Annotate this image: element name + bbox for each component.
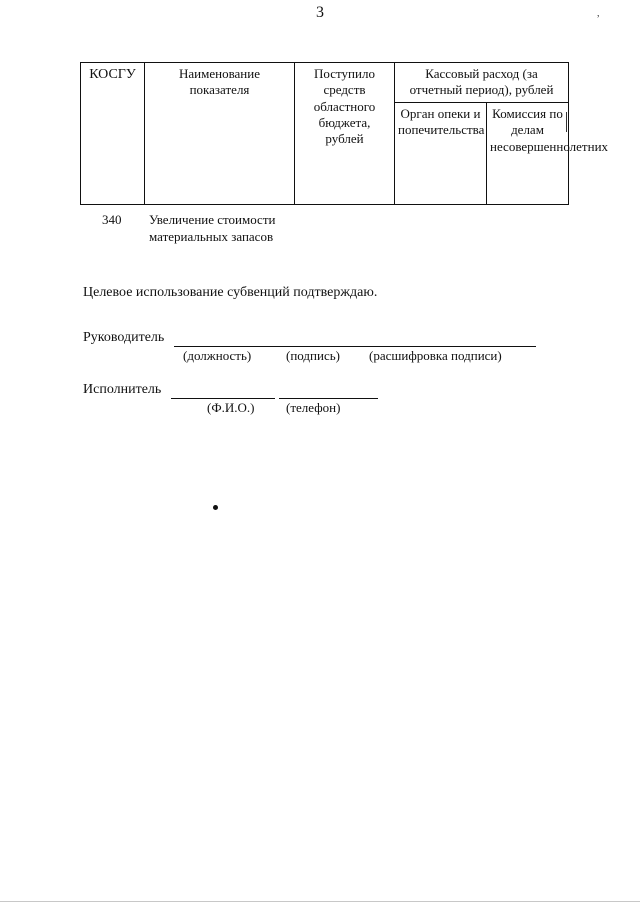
report-table	[80, 62, 609, 205]
header-received-funds	[295, 63, 395, 205]
head-position-caption: (должность)	[183, 348, 252, 363]
scan-dot	[213, 505, 218, 510]
header-cash-expense-text: Кассовый расход (за отчетный период), рублей	[409, 66, 554, 98]
head-signature-caption: (подпись)	[286, 348, 340, 363]
row-name: Увеличение стоимости материальных запасов	[149, 212, 276, 244]
executor-phone-line	[279, 398, 378, 399]
header-minors-commission-text: Комиссия по делам несовершеннолетних	[490, 106, 609, 154]
head-label: Руководитель	[83, 330, 165, 345]
header-guardianship-body	[395, 103, 487, 205]
page-bottom-edge	[0, 901, 640, 902]
header-cash-expense	[395, 63, 569, 103]
page-number: 3	[316, 4, 324, 21]
header-indicator-name	[145, 63, 295, 205]
scan-mark: ,	[597, 8, 600, 19]
header-kosgu-text: КОСГУ	[89, 67, 136, 82]
confirmation-text: Целевое использование субвенций подтверждаю.	[83, 285, 378, 300]
header-kosgu	[81, 63, 145, 205]
executor-phone-caption: (телефон)	[286, 400, 341, 415]
head-signature-line	[174, 346, 536, 347]
header-guardianship-body-text: Орган опеки и попечительства	[398, 106, 485, 138]
executor-name-caption: (Ф.И.О.)	[207, 400, 255, 415]
scan-edge-mark	[566, 112, 567, 132]
header-indicator-name-text: Наименование показателя	[179, 66, 260, 98]
row-code: 340	[102, 212, 122, 227]
header-received-funds-text: Поступило средств областного бюджета, рублей	[313, 66, 376, 146]
head-decoding-caption: (расшифровка подписи)	[369, 348, 502, 363]
executor-label: Исполнитель	[83, 382, 162, 397]
header-minors-commission	[487, 103, 609, 205]
executor-name-line	[171, 398, 275, 399]
